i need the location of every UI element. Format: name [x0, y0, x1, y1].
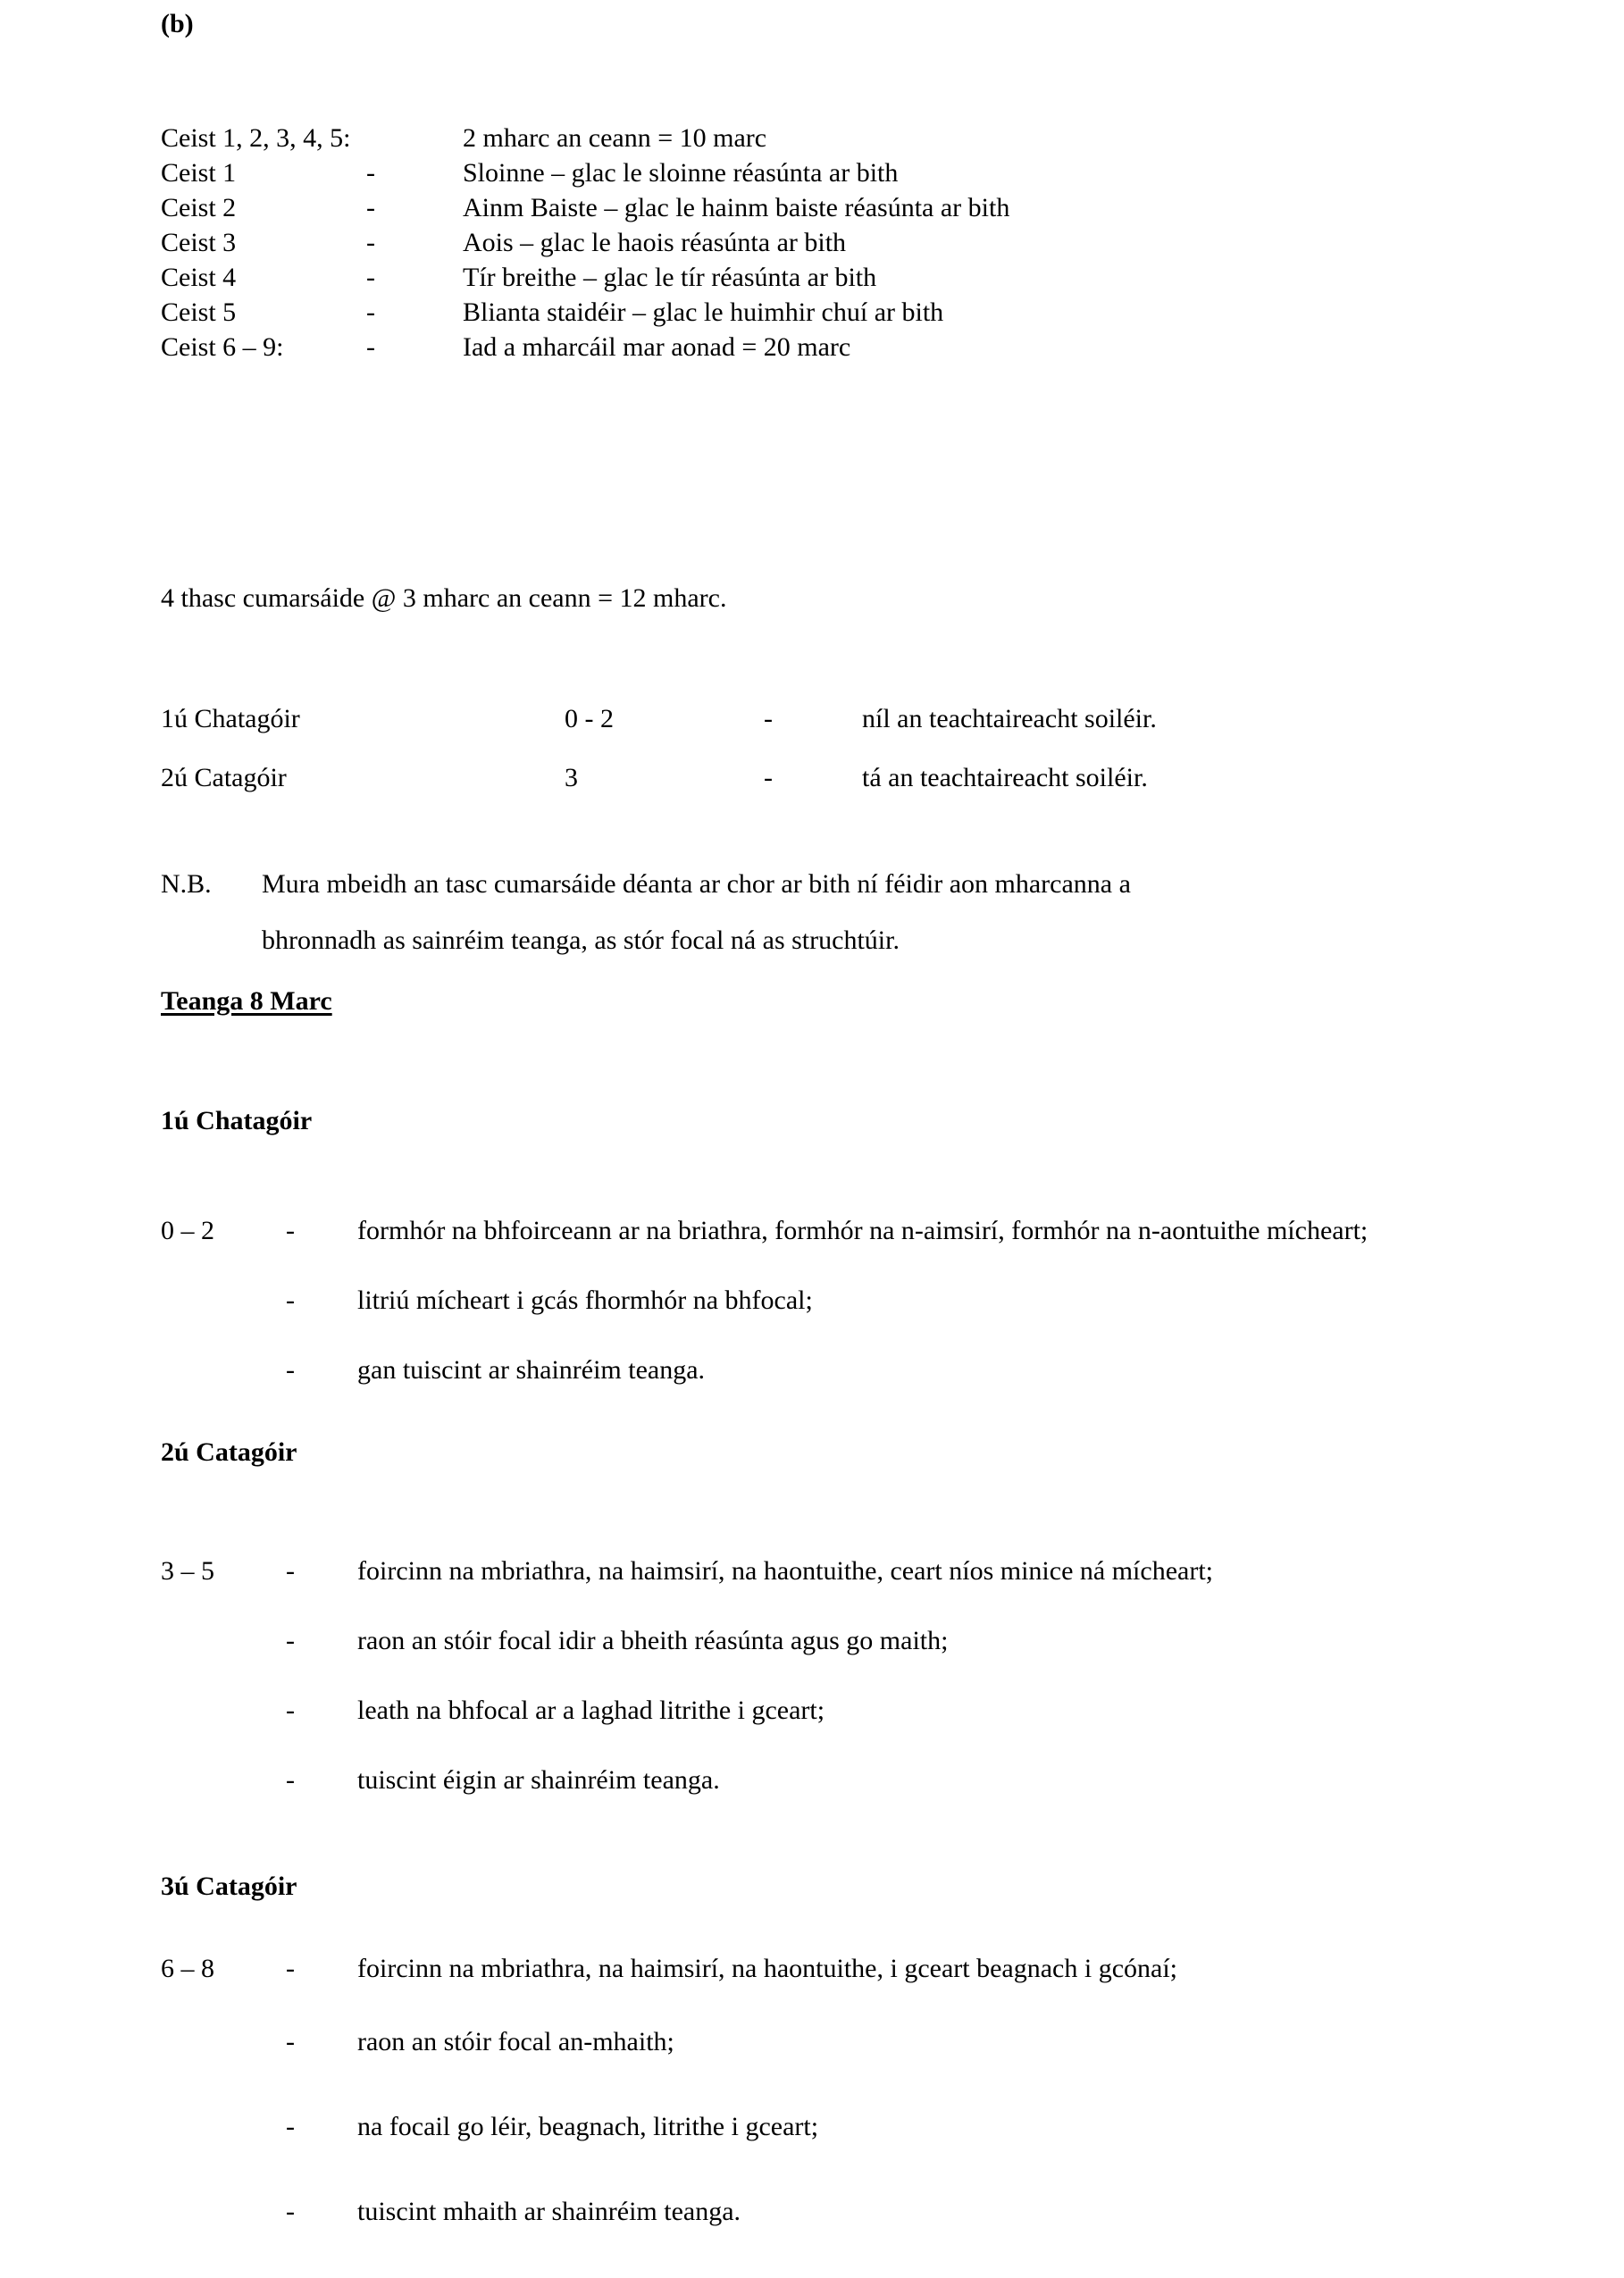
ceist-row: [161, 230, 1554, 264]
category-dash: -: [764, 763, 773, 792]
category-marks: 3: [565, 763, 578, 792]
nb-text-line-1: Mura mbeidh an tasc cumarsáide déanta ar chor ar bith ní féidir aon mharcanna a: [262, 869, 1131, 899]
criteria-dash: -: [286, 1216, 295, 1245]
ceist-row: [161, 299, 1554, 334]
category-name: 2ú Catagóir: [161, 763, 287, 792]
criteria-text: raon an stóir focal idir a bheith réasúnta agus go maith;: [357, 1626, 949, 1655]
criteria-text: tuiscint mhaith ar shainréim teanga.: [357, 2197, 741, 2226]
ceist-label: Ceist 1, 2, 3, 4, 5:: [161, 123, 351, 153]
ceist-text: Aois – glac le haois réasúnta ar bith: [463, 228, 847, 257]
ceist-text: Ainm Baiste – glac le hainm baiste réasúnta ar bith: [463, 193, 1010, 222]
category-heading-1: 1ú Chatagóir: [161, 1106, 313, 1135]
category-heading-2: 2ú Catagóir: [161, 1437, 297, 1467]
ceist-text: Sloinne – glac le sloinne réasúnta ar bith: [463, 158, 899, 188]
ceist-label: Ceist 1: [161, 158, 237, 188]
ceist-text: Tír breithe – glac le tír réasúnta ar bith: [463, 263, 877, 292]
tasc-summary-line: 4 thasc cumarsáide @ 3 mharc an ceann = 12 mharc.: [161, 583, 727, 613]
criteria-text: raon an stóir focal an-mhaith;: [357, 2027, 674, 2056]
criteria-dash: -: [286, 2112, 295, 2141]
ceist-text: Iad a mharcáil mar aonad = 20 marc: [463, 332, 851, 362]
section-marker: (b): [161, 9, 194, 38]
criteria-dash: -: [286, 1286, 295, 1315]
criteria-dash: -: [286, 1355, 295, 1385]
criteria-range: 3 – 5: [161, 1556, 214, 1586]
criteria-text: na focail go léir, beagnach, litrithe i gceart;: [357, 2112, 819, 2141]
category-marks: 0 - 2: [565, 704, 614, 733]
criteria-dash: -: [286, 1954, 295, 1983]
category-row: [161, 765, 1554, 800]
teanga-section-heading: Teanga 8 Marc: [161, 986, 332, 1016]
nb-label: N.B.: [161, 869, 212, 899]
criteria-text: gan tuiscint ar shainréim teanga.: [357, 1355, 706, 1385]
nb-text-line-2: bhronnadh as sainréim teanga, as stór focal ná as struchtúir.: [262, 925, 900, 955]
ceist-text: Blianta staidéir – glac le huimhir chuí ar bith: [463, 297, 944, 327]
ceist-row: [161, 125, 1554, 160]
ceist-dash: -: [366, 193, 375, 222]
category-row: [161, 706, 1554, 741]
ceist-row: [161, 264, 1554, 299]
ceist-dash: -: [366, 332, 375, 362]
criteria-text: tuiscint éigin ar shainréim teanga.: [357, 1765, 720, 1795]
criteria-text: leath na bhfocal ar a laghad litrithe i gceart;: [357, 1696, 825, 1725]
criteria-text: formhór na bhfoirceann ar na briathra, formhór na n-aimsirí, formhór na n-aontuithe mícheart;: [357, 1216, 1369, 1245]
ceist-label: Ceist 6 – 9:: [161, 332, 284, 362]
criteria-text: litriú mícheart i gcás fhormhór na bhfocal;: [357, 1286, 813, 1315]
ceist-label: Ceist 4: [161, 263, 237, 292]
ceist-text: 2 mharc an ceann = 10 marc: [463, 123, 767, 153]
ceist-label: Ceist 2: [161, 193, 237, 222]
ceist-dash: -: [366, 228, 375, 257]
ceist-label: Ceist 3: [161, 228, 237, 257]
criteria-dash: -: [286, 2027, 295, 2056]
criteria-text: foircinn na mbriathra, na haimsirí, na haontuithe, i gceart beagnach i gcónaí;: [357, 1954, 1177, 1983]
category-name: 1ú Chatagóir: [161, 704, 300, 733]
criteria-dash: -: [286, 2197, 295, 2226]
criteria-dash: -: [286, 1556, 295, 1586]
criteria-range: 6 – 8: [161, 1954, 214, 1983]
ceist-row: [161, 160, 1554, 195]
criteria-range: 0 – 2: [161, 1216, 214, 1245]
criteria-dash: -: [286, 1765, 295, 1795]
criteria-dash: -: [286, 1696, 295, 1725]
ceist-dash: -: [366, 158, 375, 188]
ceist-label: Ceist 5: [161, 297, 237, 327]
category-heading-3: 3ú Catagóir: [161, 1872, 297, 1901]
category-description: tá an teachtaireacht soiléir.: [862, 763, 1148, 792]
criteria-dash: -: [286, 1626, 295, 1655]
category-description: níl an teachtaireacht soiléir.: [862, 704, 1157, 733]
ceist-dash: -: [366, 297, 375, 327]
ceist-row: [161, 195, 1554, 230]
category-dash: -: [764, 704, 773, 733]
criteria-text: foircinn na mbriathra, na haimsirí, na haontuithe, ceart níos minice ná mícheart;: [357, 1556, 1213, 1586]
ceist-dash: -: [366, 263, 375, 292]
ceist-row: [161, 334, 1554, 369]
